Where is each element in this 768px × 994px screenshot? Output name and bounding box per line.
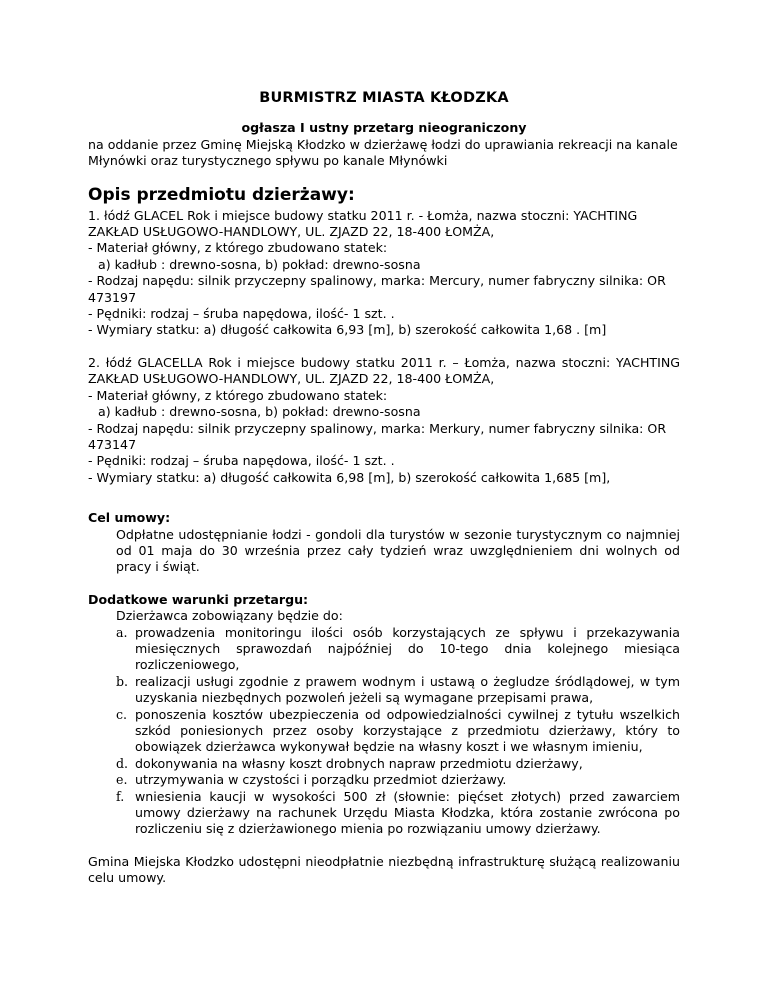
boat-2-dimensions: - Wymiary statku: a) długość całkowita 6,98 [m], b) szerokość całkowita 1,685 [m],: [88, 469, 611, 485]
cel-paragraph: Odpłatne udostępnianie łodzi - gondoli dla turystów w sezonie turystycznym co najmniej od 01 maja do 30 września przez cały tydzień wraz uwzględnieniem dni wolnych od pracy i świąt.: [116, 526, 680, 575]
boat-2-description: [88, 355, 680, 486]
boat-1-material: - Materiał główny, z którego zbudowano statek:: [88, 240, 388, 256]
list-item-text: prowadzenia monitoringu ilości osób korzystających ze spływu i przekazywania miesięcznych sprawozdań najpóźniej do 10-tego dnia kolejnego miesiąca rozliczeniowego,: [135, 624, 680, 673]
list-marker: d.: [116, 755, 129, 771]
spacer: [88, 838, 680, 854]
list-marker: c.: [116, 706, 128, 722]
boat-1-drive: - Rodzaj napędu: silnik przyczepny spalinowy, marka: Mercury, numer fabryczny silnika: OR 473197: [88, 273, 666, 305]
spacer: [88, 576, 680, 592]
boat-1-hull: a) kadłub : drewno-sosna, b) pokład: drewno-sosna: [98, 256, 421, 272]
spacer: [88, 486, 680, 510]
section-heading-cel: Cel umowy:: [88, 510, 171, 526]
boat-2-line: 2. łódź GLACELLA Rok i miejsce budowy statku 2011 r. – Łomża, nazwa stoczni: YACHTING ZAKŁAD USŁUGOWO-HANDLOWY, UL. ZJAZD 22, 18-400 ŁOMŻA,: [88, 354, 680, 387]
boat-2-drive: - Rodzaj napędu: silnik przyczepny spalinowy, marka: Merkury, numer fabryczny silnika: OR 473147: [88, 420, 667, 452]
list-marker: b.: [116, 673, 129, 689]
boat-1-description: [88, 208, 680, 339]
warunki-lead: Dzierżawca zobowiązany będzie do:: [116, 608, 343, 624]
list-item: [116, 625, 680, 674]
list-item-text: dokonywania na własny koszt drobnych napraw przedmiotu dzierżawy,: [135, 755, 583, 771]
page-title: BURMISTRZ MIASTA KŁODZKA: [259, 90, 509, 106]
page-subtitle: ogłasza I ustny przetarg nieograniczony: [241, 120, 527, 136]
boat-2-material: - Materiał główny, z którego zbudowano statek:: [88, 387, 388, 403]
list-item: [116, 789, 680, 838]
spacer: [88, 339, 680, 355]
section-heading-opis: Opis przedmiotu dzierżawy:: [88, 184, 355, 205]
list-marker: f.: [116, 788, 125, 804]
list-item-text: ponoszenia kosztów ubezpieczenia od odpowiedzialności cywilnej z tytułu wszelkich szkód poniesionych przez osoby korzystające z przedmiotu dzierżawy, który to obowiązek dzierżawca wykonywał będzie na własny koszt i we własnym imieniu,: [135, 706, 680, 755]
section-heading-warunki: Dodatkowe warunki przetargu:: [88, 591, 309, 607]
boat-1-propellers: - Pędniki: rodzaj – śruba napędowa, ilość- 1 szt. .: [88, 306, 395, 322]
boat-1-line: 1. łódź GLACEL Rok i miejsce budowy statku 2011 r. - Łomża, nazwa stoczni: YACHTING ZAKŁAD USŁUGOWO-HANDLOWY, UL. ZJAZD 22, 18-400 ŁOMŻA,: [88, 207, 638, 240]
list-marker: a.: [116, 624, 128, 640]
intro-paragraph: na oddanie przez Gminę Miejską Kłodzko w dzierżawę łodzi do uprawiania rekreacji na kanale Młynówki oraz turystycznego spływu po kanale Młynówki: [88, 136, 678, 169]
list-item-text: utrzymywania w czystości i porządku przedmiot dzierżawy.: [135, 772, 507, 788]
list-item: [116, 674, 680, 707]
boat-1-dimensions: - Wymiary statku: a) długość całkowita 6,93 [m], b) szerokość całkowita 1,68 . [m]: [88, 322, 607, 338]
list-item: [116, 707, 680, 756]
list-marker: e.: [116, 772, 128, 788]
document-page: [88, 90, 680, 887]
boat-2-propellers: - Pędniki: rodzaj – śruba napędowa, ilość- 1 szt. .: [88, 453, 395, 469]
list-item: [116, 772, 680, 788]
boat-2-hull: a) kadłub : drewno-sosna, b) pokład: drewno-sosna: [98, 404, 421, 420]
footer-paragraph: Gmina Miejska Kłodzko udostępni nieodpłatnie niezbędną infrastrukturę służącą realizowaniu celu umowy.: [88, 853, 680, 886]
list-item: [116, 756, 680, 772]
conditions-list: [88, 625, 680, 838]
list-item-text: wniesienia kaucji w wysokości 500 zł (słownie: pięćset złotych) przed zawarciem umowy dzierżawy na rachunek Urzędu Miasta Kłodzka, która zostanie zwrócona po rozliczeniu się z dzierżawionego mienia po rozwiązaniu umowy dzierżawy.: [135, 788, 680, 837]
list-item-text: realizacji usługi zgodnie z prawem wodnym i ustawą o żegludze śródlądowej, w tym uzyskania niezbędnych pozwoleń jeżeli są wymagane przepisami prawa,: [135, 673, 680, 706]
